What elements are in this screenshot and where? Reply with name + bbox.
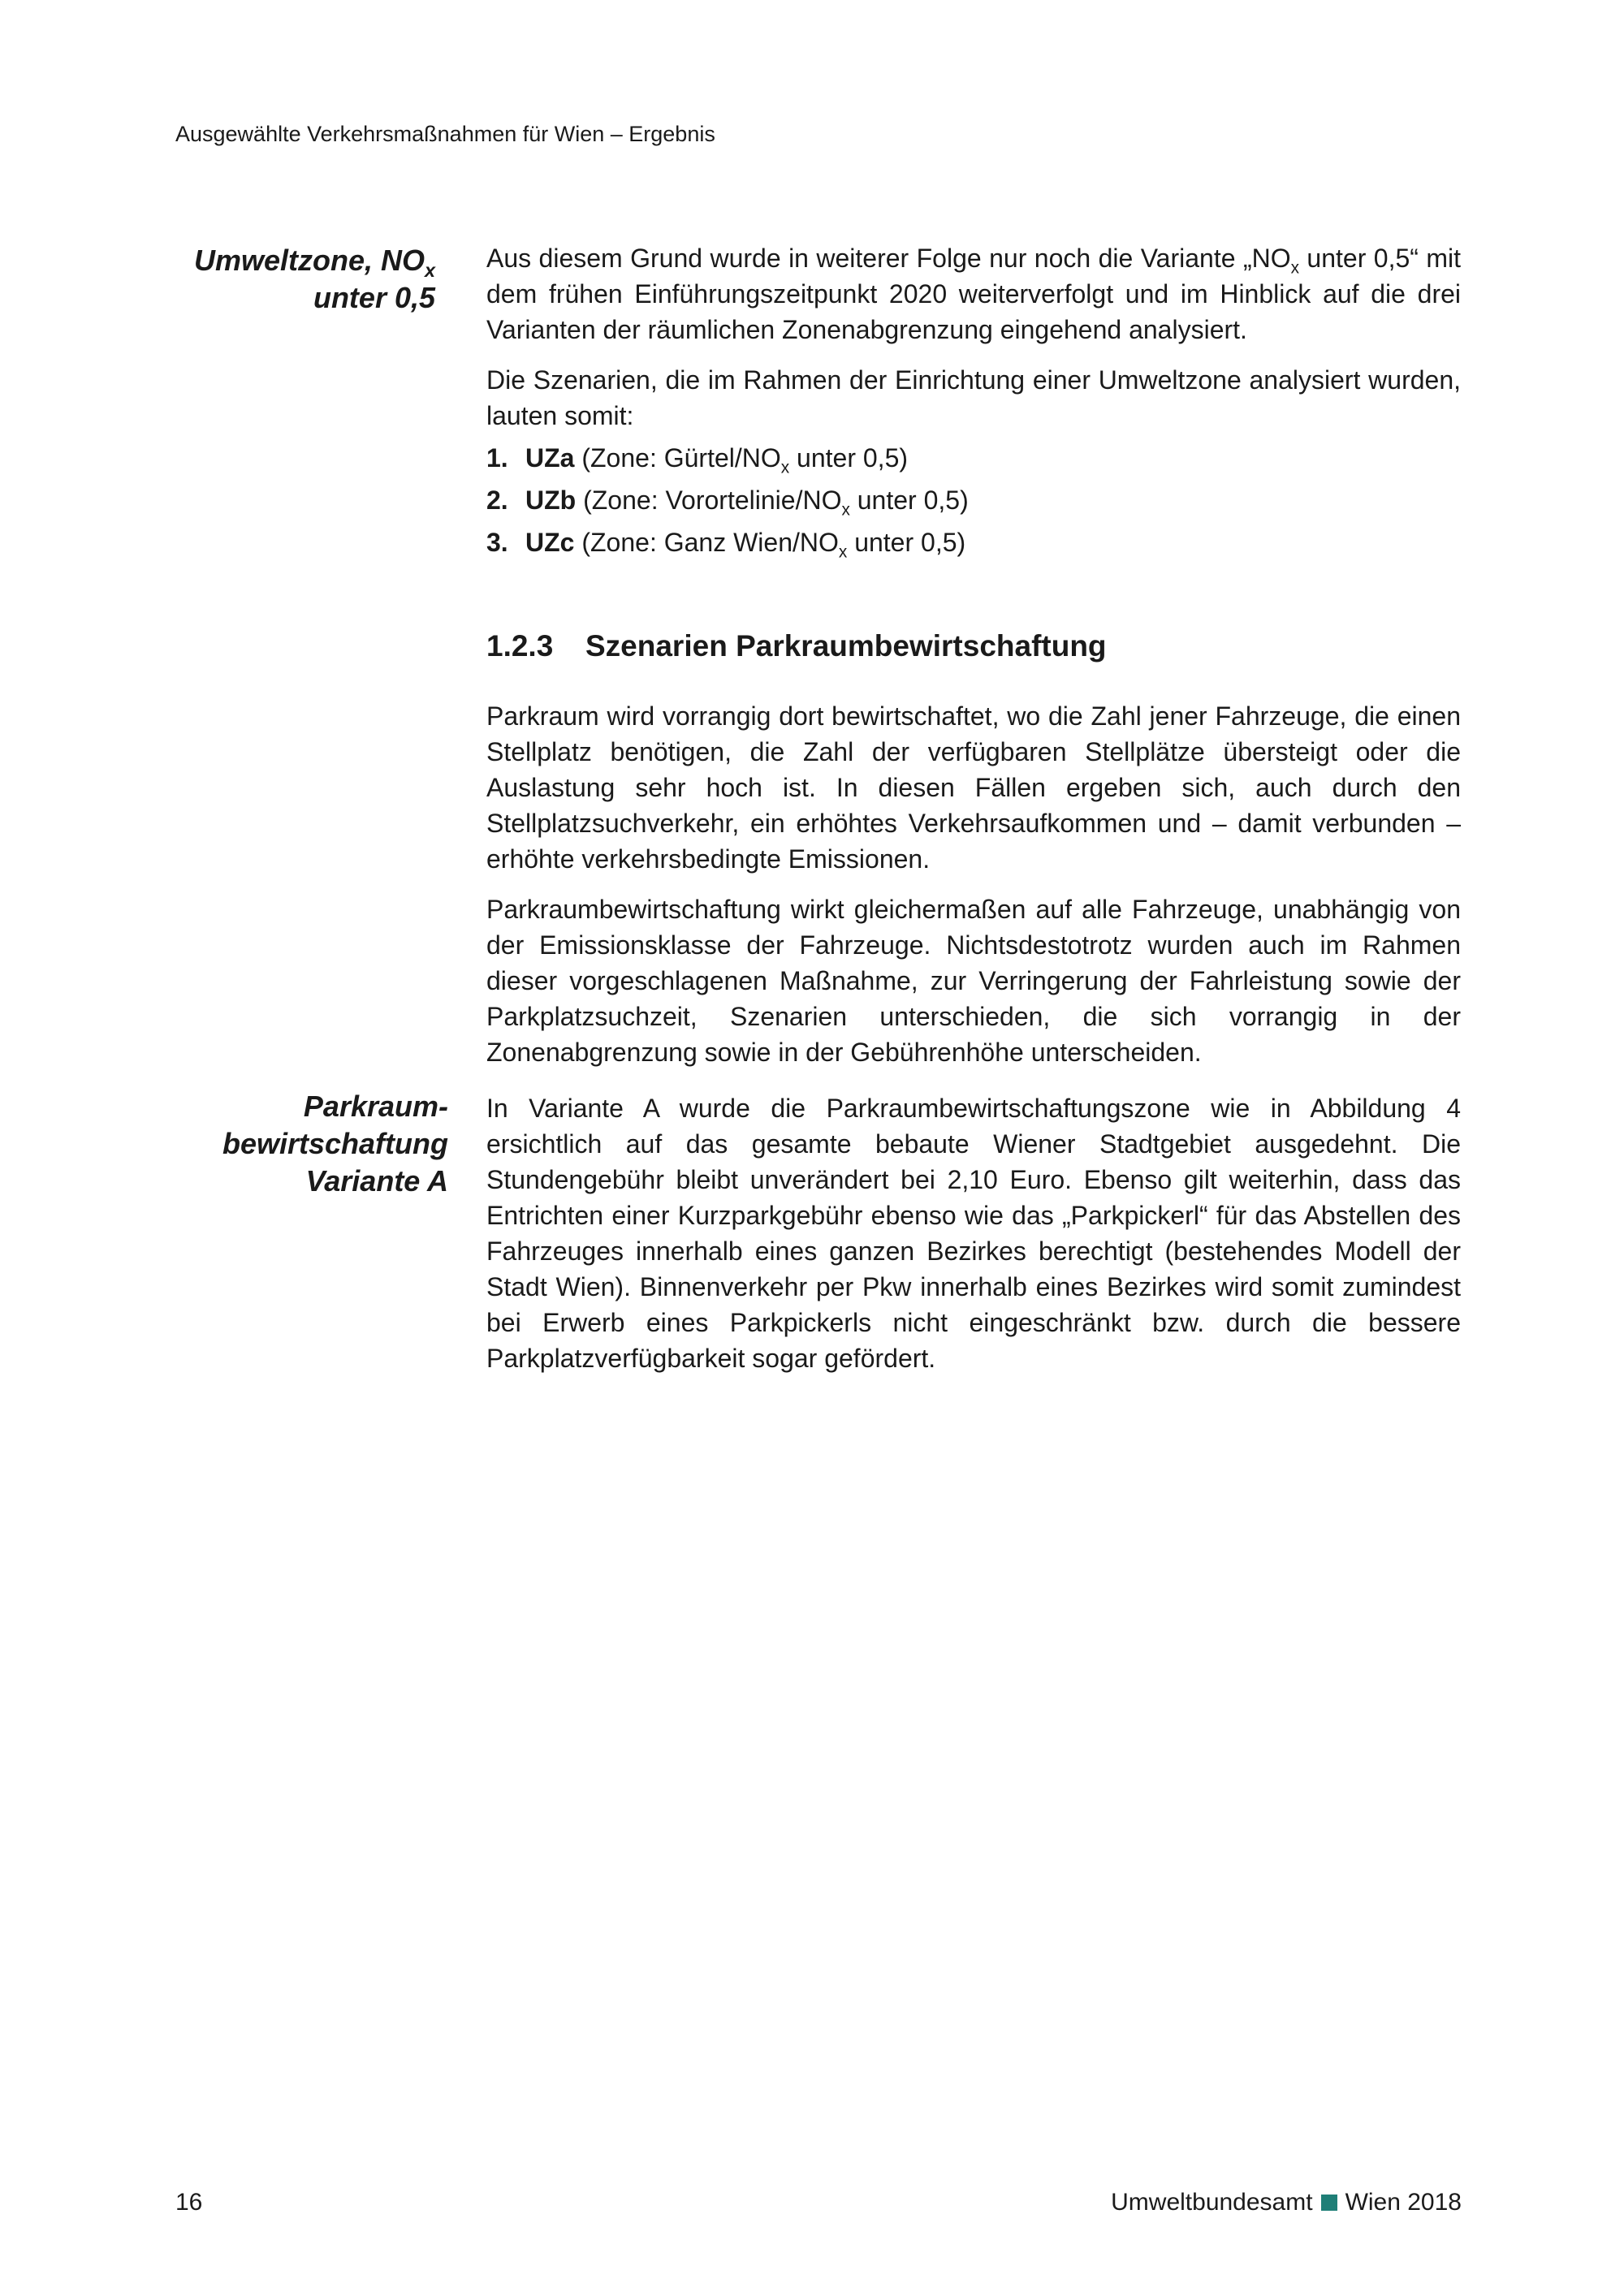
section-title: Szenarien Parkraumbewirtschaftung (585, 629, 1107, 662)
footer-publisher (1111, 2189, 1462, 2216)
margin-note-line: Umweltzone, NO (193, 244, 425, 277)
paragraph: Parkraum wird vorrangig dort bewirtschaftet, wo die Zahl jener Fahrzeuge, die einen Stellplatz benötigen, die Zahl der verfügbaren Stellplätze übersteigt oder die Auslastung sehr hoch ist. In diesen Fällen ergeben sich, auch durch den Stellplatzsuchverkehr, ein erhöhtes Verkehrsaufkommen und – damit verbunden – erhöhte verkehrsbedingte Emissionen. (486, 701, 1461, 874)
subscript: x (838, 542, 848, 562)
square-icon (1321, 2195, 1337, 2211)
publication-location-year: Wien 2018 (1345, 2189, 1462, 2216)
subscript: x (424, 260, 435, 282)
margin-note-line: Parkraum- (303, 1090, 448, 1123)
list-number: 3. (486, 528, 508, 557)
subscript: x (1290, 258, 1300, 278)
paragraph: Die Szenarien, die im Rahmen der Einrichtung einer Umweltzone analysiert wurden, lauten somit: (486, 365, 1461, 430)
text-fragment: unter 0,5) (789, 443, 909, 473)
paragraph (486, 240, 1461, 347)
margin-note-line: unter 0,5 (313, 281, 435, 314)
section-heading (486, 629, 1107, 663)
margin-note-umweltzone (175, 242, 435, 317)
text-fragment: unter 0,5“ mit dem frühen Einführungszeitpunkt 2020 weiterverfolgt und im Hinblick auf die drei Varianten der räumlichen Zonenabgrenzung eingehend analysiert. (486, 244, 1462, 344)
paragraph: In Variante A wurde die Parkraumbewirtschaftungszone wie in Abbildung 4 ersichtlich auf das gesamte bebaute Wiener Stadtgebiet ausgedehnt. Die Stundengebühr bleibt unverändert bei 2,10 Euro. Ebenso gilt weiterhin, dass das Entrichten einer Kurzparkgebühr ebenso wie das „Parkpickerl“ für das Abstellen des Fahrzeuges innerhalb eines ganzen Bezirkes berechtigt (bestehendes Modell der Stadt Wien). Binnenverkehr per Pkw innerhalb eines Bezirkes wird somit zumindest bei Erwerb eines Parkpickerls nicht eingeschränkt bzw. durch die bessere Parkplatzverfügbarkeit sogar gefördert. (486, 1094, 1461, 1373)
text-fragment: (Zone: Gürtel/NO (574, 443, 781, 473)
scenario-code: UZc (525, 528, 575, 557)
margin-note-line: bewirtschaftung (222, 1127, 448, 1160)
list-number: 1. (486, 443, 508, 473)
scenario-list (486, 437, 1461, 563)
section-number: 1.2.3 (486, 629, 554, 662)
text-fragment: unter 0,5) (849, 486, 969, 515)
subscript: x (780, 458, 790, 477)
subscript: x (841, 500, 850, 520)
page-number: 16 (175, 2189, 203, 2216)
text-fragment: unter 0,5) (847, 528, 966, 557)
margin-note-parkraum (175, 1088, 448, 1200)
paragraph: Parkraumbewirtschaftung wirkt gleichermaßen auf alle Fahrzeuge, unabhängig von der Emissionsklasse der Fahrzeuge. Nichtsdestotrotz wurden auch im Rahmen dieser vorgeschlagenen Maßnahme, zur Verringerung der Fahrleistung sowie der Parkplatzsuchzeit, Szenarien unterschieden, die sich vorrangig in der Zonenabgrenzung sowie in der Gebührenhöhe unterscheiden. (486, 895, 1461, 1067)
text-fragment: Aus diesem Grund wurde in weiterer Folge nur noch die Variante „NO (486, 244, 1291, 273)
text-fragment: (Zone: Ganz Wien/NO (574, 528, 839, 557)
list-item (486, 521, 1461, 563)
main-text-block-1 (486, 240, 1461, 563)
main-text-block-3 (486, 1090, 1461, 1376)
publisher-name: Umweltbundesamt (1111, 2189, 1313, 2216)
main-text-block-2 (486, 698, 1461, 1070)
scenario-code: UZa (525, 443, 575, 473)
page-header: Ausgewählte Verkehrsmaßnahmen für Wien – Ergebnis (175, 122, 715, 146)
list-item (486, 479, 1461, 521)
list-item (486, 437, 1461, 479)
scenario-code: UZb (525, 486, 577, 515)
text-fragment: (Zone: Vorortelinie/NO (576, 486, 842, 515)
margin-note-line: Variante A (305, 1164, 448, 1198)
list-number: 2. (486, 486, 508, 515)
